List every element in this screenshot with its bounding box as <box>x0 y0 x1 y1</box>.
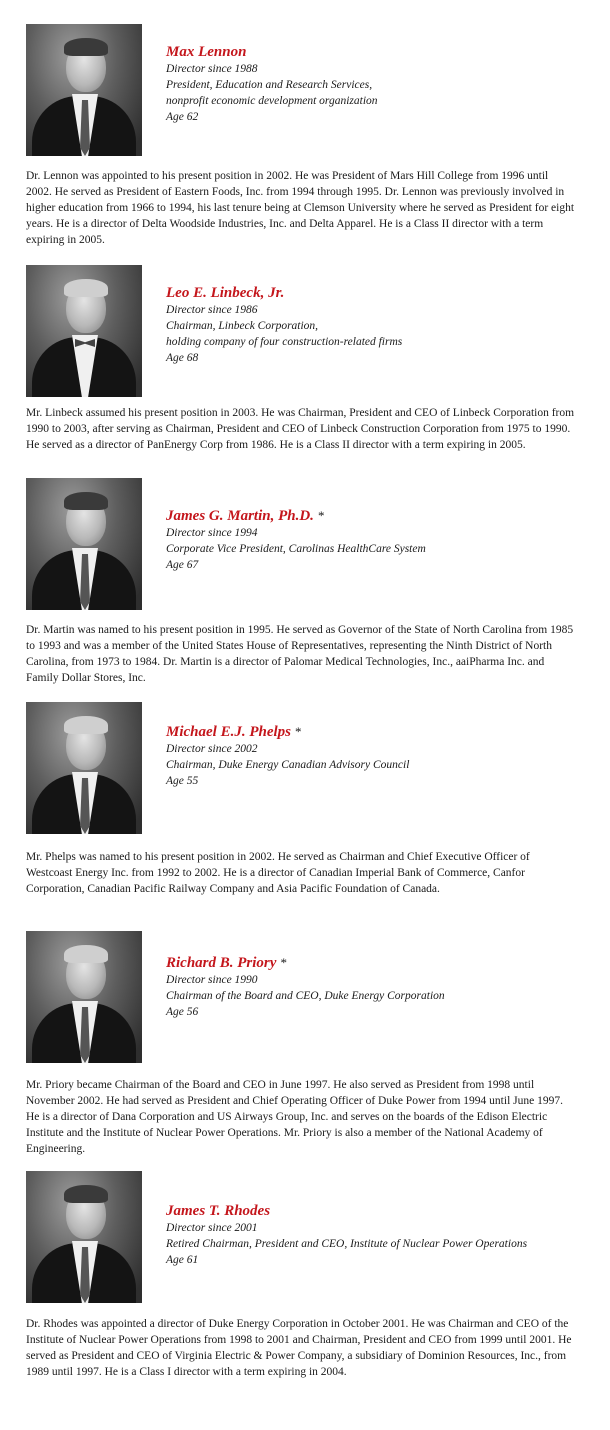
director-title-line: President, Education and Research Services, <box>166 79 373 91</box>
director-title-line: Chairman of the Board and CEO, Duke Energy Corporation <box>166 990 445 1002</box>
director-since: Director since 2001 <box>166 1222 258 1234</box>
director-since: Director since 1990 <box>166 974 258 986</box>
director-name: Max Lennon <box>166 44 247 60</box>
director-header-rhodes <box>166 1202 527 1268</box>
director-name: Richard B. Priory * <box>166 955 287 971</box>
director-header-priory <box>166 954 445 1020</box>
director-header-martin <box>166 507 426 573</box>
director-name: James T. Rhodes <box>166 1203 271 1219</box>
director-bio: Mr. Priory became Chairman of the Board and CEO in June 1997. He also served as President from 1998 until November 2002. He had served as President and Chief Operating Officer of Duke Power from 1994 until June 1997. He is a director of Dana Corporation and US Airways Group, Inc. and serves on the boards of the Edison Electric Institute and the Institute of Nuclear Power Operations. Mr. Priory is also a member of the National Academy of Engineering. <box>26 1079 563 1155</box>
director-name: James G. Martin, Ph.D. * <box>166 508 325 524</box>
director-since: Director since 1994 <box>166 527 258 539</box>
director-header-phelps <box>166 723 409 789</box>
portrait-photo-priory <box>26 931 142 1063</box>
director-name: Michael E.J. Phelps * <box>166 724 302 740</box>
director-since: Director since 2002 <box>166 743 258 755</box>
director-title-line: Corporate Vice President, Carolinas HealthCare System <box>166 543 426 555</box>
director-bio: Dr. Lennon was appointed to his present position in 2002. He was President of Mars Hill College from 1996 until 2002. He served as President of Eastern Foods, Inc. from 1994 through 1995. Dr. Lennon was previously involved in higher education from 1966 to 1994, his last tenure being at Clemson University where he served as President for eight years. He is a director of Delta Woodside Industries, Inc. and Delta Apparel. He is a Class II director with a term expiring in 2005. <box>26 170 575 246</box>
portrait-photo-lennon <box>26 24 142 156</box>
director-age: Age 68 <box>166 352 199 364</box>
portrait-photo-phelps <box>26 702 142 834</box>
director-title-line: Chairman, Duke Energy Canadian Advisory Council <box>166 759 410 771</box>
director-title-line: holding company of four construction-related firms <box>166 336 403 348</box>
director-bio: Mr. Linbeck assumed his present position in 2003. He was Chairman, President and CEO of Linbeck Corporation from 1990 to 2003, after serving as Chairman, President and CEO of Linbeck Construction Corporation from 1975 to 1990. He served as a director of PanEnergy Corp from 1986. He is a Class II director with a term expiring in 2005. <box>26 407 575 451</box>
director-header-linbeck <box>166 284 402 366</box>
director-age: Age 61 <box>166 1254 199 1266</box>
portrait-photo-martin <box>26 478 142 610</box>
director-age: Age 55 <box>166 775 199 787</box>
director-since: Director since 1988 <box>166 63 258 75</box>
director-title-line: Chairman, Linbeck Corporation, <box>166 320 319 332</box>
director-age: Age 62 <box>166 111 199 123</box>
portrait-photo-rhodes <box>26 1171 142 1303</box>
director-bio: Dr. Rhodes was appointed a director of Duke Energy Corporation in October 2001. He was Chairman and CEO of the Institute of Nuclear Power Operations from 1998 to 2001 and Chairman, President and CEO from 1999 until 2001. He served as President and CEO of Virginia Electric & Power Company, a subsidiary of Dominion Resources, Inc., from 1989 until 1997. He is a Class I director with a term expiring in 2004. <box>26 1318 572 1378</box>
portrait-photo-linbeck <box>26 265 142 397</box>
director-title-line: Retired Chairman, President and CEO, Institute of Nuclear Power Operations <box>166 1238 528 1250</box>
director-bio: Dr. Martin was named to his present position in 1995. He served as Governor of the State of North Carolina from 1985 to 1993 and was a member of the United States House of Representatives, representing the Ninth District of North Carolina, from 1973 to 1984. Dr. Martin is a director of Palomar Medical Technologies, Inc., aaiPharma Inc. and Family Dollar Stores, Inc. <box>26 624 574 684</box>
director-age: Age 56 <box>166 1006 199 1018</box>
director-name: Leo E. Linbeck, Jr. <box>166 285 285 301</box>
director-title-line: nonprofit economic development organization <box>166 95 378 107</box>
director-bio: Mr. Phelps was named to his present position in 2002. He served as Chairman and Chief Executive Officer of Westcoast Energy Inc. from 1992 to 2002. He is a director of Canadian Imperial Bank of Commerce, Canfor Corporation, Canadian Pacific Railway Company and Asia Pacific Foundation of Canada. <box>26 851 530 895</box>
director-header-lennon <box>166 43 378 125</box>
director-age: Age 67 <box>166 559 199 571</box>
director-since: Director since 1986 <box>166 304 258 316</box>
